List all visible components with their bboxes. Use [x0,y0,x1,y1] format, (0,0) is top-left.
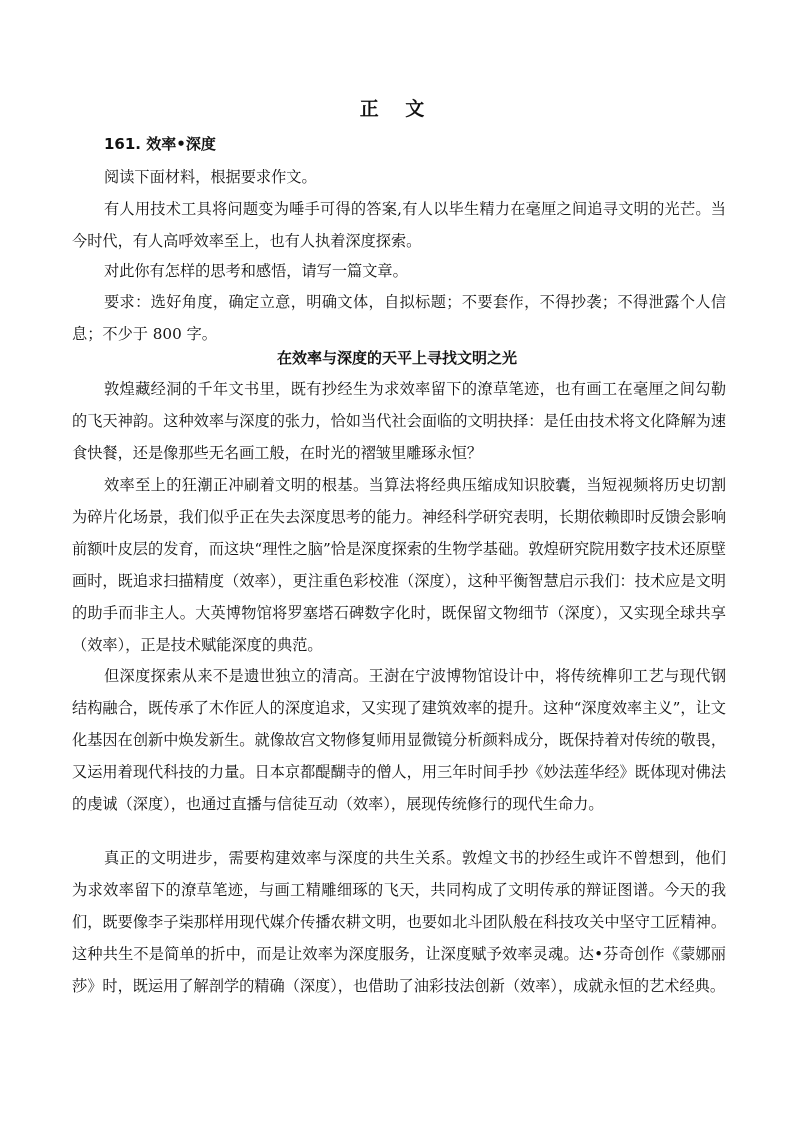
essay-paragraph-3: 但深度探索从来不是遗世独立的清高。王澍在宁波博物馆设计中，将传统榫卯工艺与现代钢结构融合，既传承了木作匠人的深度追求，又实现了建筑效率的提升。这种“深度效率主义”，让文化基因在创新中焕发新生。就像故宫文物修复师用显微镜分析颜料成分，既保持着对传统的敬畏，又运用着现代科技的力量。日本京都醍醐寺的僧人，用三年时间手抄《妙法莲华经》既体现对佛法的虔诚（深度），也通过直播与信徒互动（效率），展现传统修行的现代生命力。 [72,667,726,813]
material-paragraph: 有人用技术工具将问题变为唾手可得的答案,有人以毕生精力在毫厘之间追寻文明的光芒。当今时代，有人高呼效率至上，也有人执着深度探索。 [72,200,726,250]
essay-paragraph-1: 敦煌藏经洞的千年文书里，既有抄经生为求效率留下的潦草笔迹，也有画工在毫厘之间勾勒的飞天神韵。这种效率与深度的张力，恰如当代社会面临的文明抉择：是任由技术将文化降解为速食快餐，还是像那些无名画工般，在时光的褶皱里雕琢永恒？ [72,380,726,462]
essay-paragraph-4: 真正的文明进步，需要构建效率与深度的共生关系。敦煌文书的抄经生或许不曾想到，他们为求效率留下的潦草笔迹，与画工精雕细琢的飞天，共同构成了文明传承的辩证图谱。今天的我们，既要像李子柒那样用现代媒介传播农耕文明，也要如北斗团队般在科技攻关中坚守工匠精神。这种共生不是简单的折中，而是让效率为深度服务，让深度赋予效率灵魂。达•芬奇创作《蒙娜丽莎》时，既运用了解剖学的精确（深度），也借助了油彩技法创新（效率），成就永恒的艺术经典。 [72,849,726,995]
requirements: 要求：选好角度，确定立意，明确文体，自拟标题；不要套作，不得抄袭；不得泄露个人信息；不少于 800 字。 [72,293,726,343]
essay-title: 在效率与深度的天平上寻找文明之光 [276,349,517,367]
page-heading: 正 文 [359,98,435,120]
essay-paragraph-2: 效率至上的狂潮正冲刷着文明的根基。当算法将经典压缩成知识胶囊，当短视频将历史切割为碎片化场景，我们似乎正在失去深度思考的能力。神经科学研究表明，长期依赖即时反馈会影响前额叶皮层的发育，而这块“理性之脑”恰是深度探索的生物学基础。敦煌研究院用数字技术还原壁画时，既追求扫描精度（效率），更注重色彩校准（深度），这种平衡智慧启示我们：技术应是文明的助手而非主人。大英博物馆将罗塞塔石碑数字化时，既保留文物细节（深度），又实现全球共享（效率），正是技术赋能深度的典范。 [72,476,726,654]
prompt-question: 对此你有怎样的思考和感悟，请写一篇文章。 [104,262,408,280]
question-title: 161. 效率•深度 [104,135,216,153]
prompt-intro: 阅读下面材料，根据要求作文。 [104,168,317,186]
